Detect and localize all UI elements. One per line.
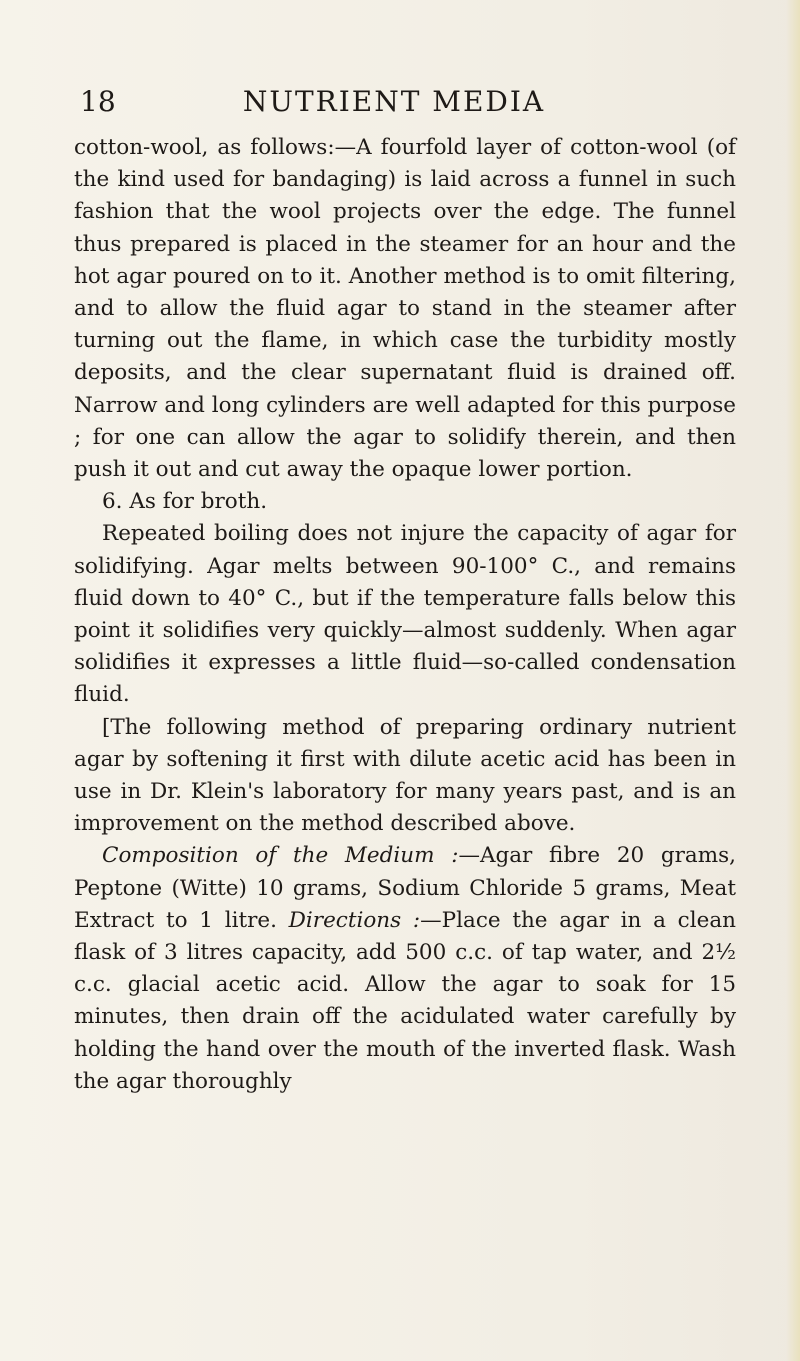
paragraph-5 — [74, 840, 736, 1098]
composition-text: —Agar fibre 20 grams, Peptone (Witte) 10 grams, Sodium Chloride 5 grams, Meat Extract to 1 litre. — [74, 843, 736, 933]
running-head: NUTRIENT MEDIA — [242, 85, 546, 118]
paragraph-2: 6. As for broth. — [102, 489, 268, 515]
paragraph-3: Repeated boiling does not injure the capacity of agar for solidifying. Agar melts between 90-100° C., and remains fluid down to 40° C., but if the temperature falls below this point it solidifies very quickly—almost suddenly. When agar solidifies it expresses a little fluid—so-called condensation fluid. — [74, 521, 736, 708]
page-header — [74, 85, 714, 128]
paragraph-1: cotton-wool, as follows:—A fourfold layer of cotton-wool (of the kind used for bandaging) is laid across a funnel in such fashion that the wool projects over the edge. The funnel thus prepared is placed in the steamer for an hour and the hot agar poured on to it. Another method is to omit filtering, and to allow the fluid agar to stand in the steamer after turning out the flame, in which case the turbidity mostly deposits, and the clear supernatant fluid is drained off. Narrow and long cylinders are well adapted for this purpose ; for one can allow the agar to solidify therein, and then push it out and cut away the opaque lower portion. — [74, 135, 736, 483]
composition-label: Composition of the Medium : — [102, 843, 459, 869]
page-number: 18 — [80, 85, 116, 118]
page-text — [74, 132, 736, 1098]
directions-label: Directions : — [288, 907, 421, 933]
directions-text: —Place the agar in a clean flask of 3 litres capacity, add 500 c.c. of tap water, and 2½ c.c. glacial acetic acid. Allow the agar to soak for 15 minutes, then drain off the acidulated water carefully by holding the hand over the mouth of the inverted flask. Wash the agar thoroughly — [74, 907, 736, 1094]
page-edge — [786, 0, 800, 1361]
paragraph-4: [The following method of preparing ordinary nutrient agar by softening it first with dilute acetic acid has been in use in Dr. Klein's laboratory for many years past, and is an improvement on the method described above. — [74, 714, 736, 837]
